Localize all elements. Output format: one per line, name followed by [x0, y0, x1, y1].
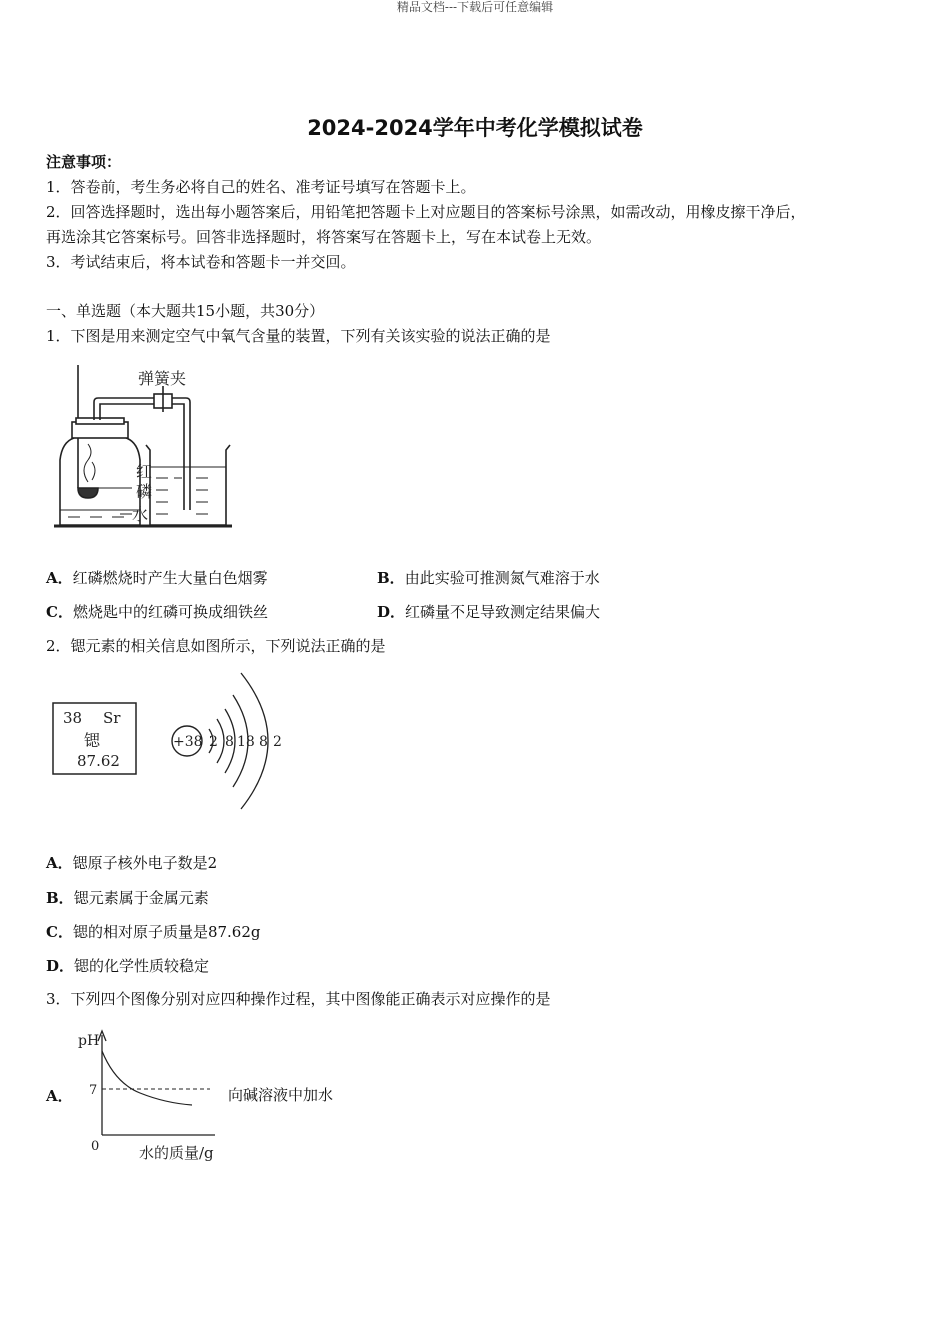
q2-option-c: C．锶的相对原子质量是87.62g — [46, 923, 261, 941]
section-heading: 一、单选题（本大题共15小题，共30分） — [46, 302, 325, 320]
notice-item: 1．答卷前，考生务必将自己的姓名、准考证号填写在答题卡上。 — [46, 178, 476, 196]
shell-1-electrons: 2 — [209, 734, 218, 750]
y-axis-label: pH — [78, 1033, 100, 1049]
element-symbol: Sr — [103, 709, 121, 727]
shell-3-electrons: 18 — [237, 734, 255, 750]
page-title: 2024-2024学年中考化学模拟试卷 — [307, 116, 643, 140]
q2-atom-structure-diagram — [165, 665, 290, 815]
question-3-stem: 3．下列四个图像分别对应四种操作过程，其中图像能正确表示对应操作的是 — [46, 990, 551, 1008]
q3-option-a-letter: A． — [46, 1087, 73, 1105]
shell-4-electrons: 8 — [259, 734, 268, 750]
q3-option-a-text: 向碱溶液中加水 — [228, 1086, 334, 1104]
shell-2-electrons: 8 — [225, 734, 234, 750]
q1-option-d: D．红磷量不足导致测定结果偏大 — [377, 603, 601, 621]
atomic-mass: 87.62 — [77, 752, 120, 770]
q2-option-d: D．锶的化学性质较稳定 — [46, 957, 210, 975]
notice-item: 再选涂其它答案标号。回答非选择题时，将答案写在答题卡上，写在本试卷上无效。 — [46, 228, 602, 246]
question-1-stem: 1．下图是用来测定空气中氧气含量的装置，下列有关该实验的说法正确的是 — [46, 327, 551, 345]
question-2-stem: 2．锶元素的相关信息如图所示，下列说法正确的是 — [46, 637, 386, 655]
q1-option-b: B．由此实验可推测氮气难溶于水 — [377, 569, 600, 587]
reference-tick-label: 7 — [89, 1083, 98, 1098]
q3-option-a-graph — [75, 1025, 225, 1165]
shell-5-electrons: 2 — [273, 734, 282, 750]
nucleus-charge: +38 — [173, 734, 203, 750]
notice-item: 3．考试结束后，将本试卷和答题卡一并交回。 — [46, 253, 356, 271]
q2-element-card — [52, 702, 138, 776]
q1-option-a: A．红磷燃烧时产生大量白色烟雾 — [46, 569, 268, 587]
water-label: 水 — [132, 505, 149, 524]
q2-option-a: A．锶原子核外电子数是2 — [46, 854, 218, 872]
origin-label: 0 — [91, 1139, 100, 1154]
phosphorus-label: 磷 — [136, 482, 153, 501]
q1-option-c: C．燃烧匙中的红磷可换成细铁丝 — [46, 603, 268, 621]
q1-apparatus-figure — [50, 360, 250, 535]
q2-option-b: B．锶元素属于金属元素 — [46, 889, 209, 907]
notice-item: 2．回答选择题时，选出每小题答案后，用铅笔把答题卡上对应题目的答案标号涂黑，如需改动，用橡皮擦干净后， — [46, 203, 806, 221]
x-axis-label: 水的质量/g — [139, 1144, 214, 1162]
page-header: 精品文档---下载后可任意编辑 — [396, 0, 554, 14]
element-name: 锶 — [84, 731, 101, 750]
atomic-number: 38 — [63, 709, 83, 727]
clamp-label: 弹簧夹 — [138, 369, 187, 388]
red-label: 红 — [136, 462, 153, 481]
notice-heading: 注意事项： — [46, 153, 122, 171]
